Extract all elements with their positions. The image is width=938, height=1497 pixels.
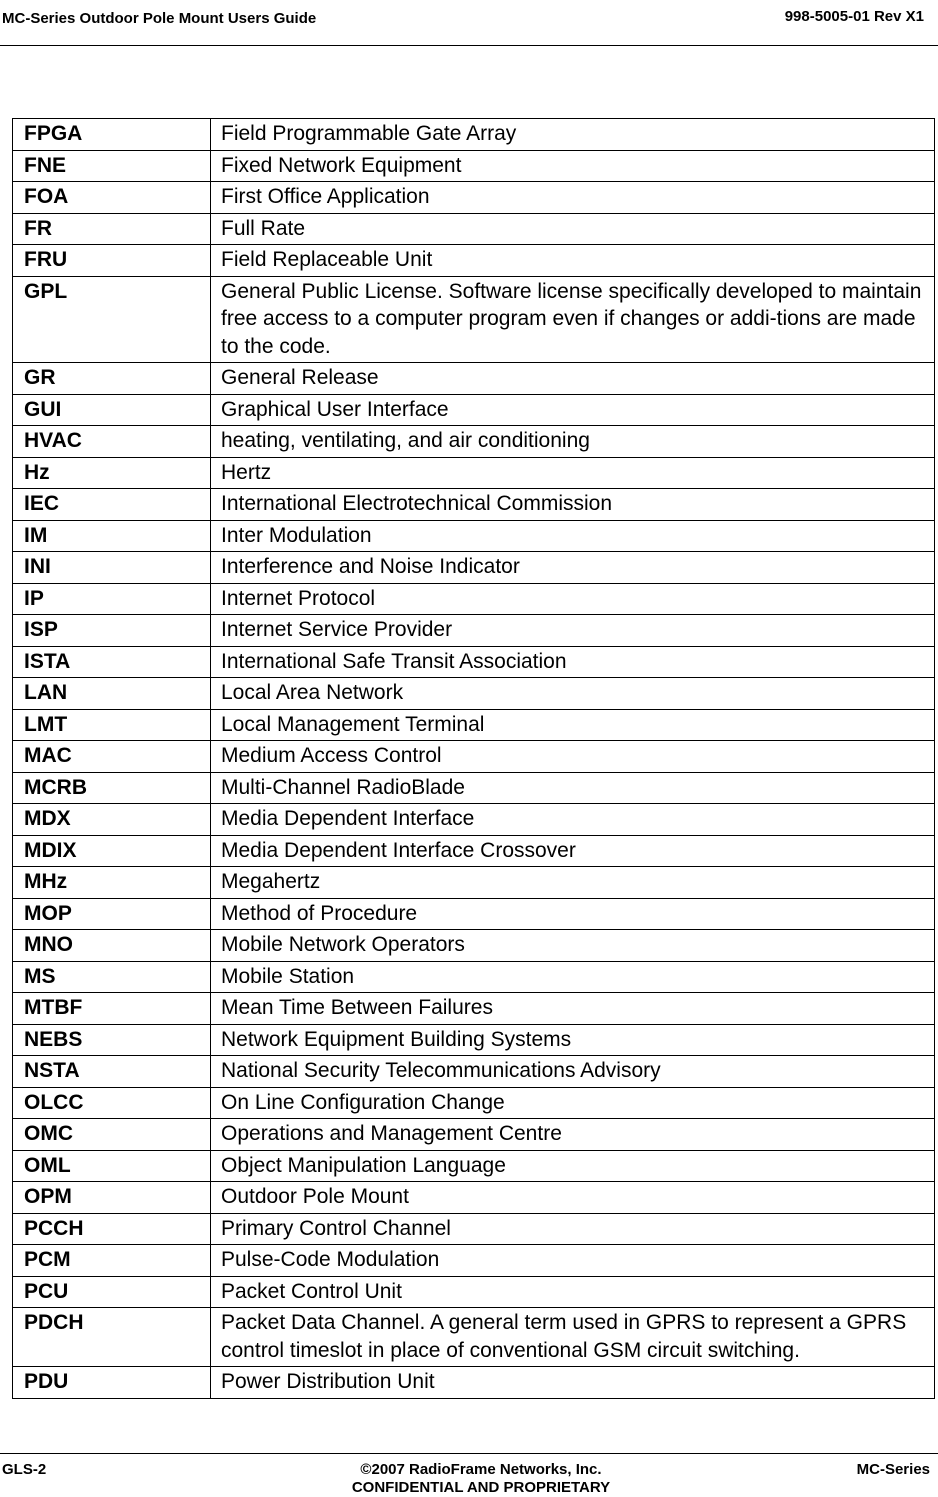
glossary-term: MAC — [13, 741, 211, 773]
glossary-definition: Internet Service Provider — [211, 615, 935, 647]
glossary-term: MCRB — [13, 772, 211, 804]
glossary-definition: Megahertz — [211, 867, 935, 899]
table-row — [13, 245, 935, 277]
glossary-definition: Media Dependent Interface Crossover — [211, 835, 935, 867]
glossary-term: FOA — [13, 182, 211, 214]
table-row — [13, 363, 935, 395]
glossary-definition: Local Area Network — [211, 678, 935, 710]
glossary-definition: Media Dependent Interface — [211, 804, 935, 836]
glossary-definition: Operations and Management Centre — [211, 1119, 935, 1151]
glossary-definition: Medium Access Control — [211, 741, 935, 773]
glossary-definition: Mobile Network Operators — [211, 930, 935, 962]
glossary-definition: Hertz — [211, 457, 935, 489]
glossary-term: OLCC — [13, 1087, 211, 1119]
footer-divider — [0, 1453, 938, 1454]
glossary-term: MDX — [13, 804, 211, 836]
glossary-definition: Pulse-Code Modulation — [211, 1245, 935, 1277]
table-row — [13, 961, 935, 993]
glossary-term: INI — [13, 552, 211, 584]
glossary-definition: Local Management Terminal — [211, 709, 935, 741]
glossary-term: IM — [13, 520, 211, 552]
glossary-definition: Power Distribution Unit — [211, 1367, 935, 1399]
glossary-term: MTBF — [13, 993, 211, 1025]
glossary-definition: Mean Time Between Failures — [211, 993, 935, 1025]
table-row — [13, 993, 935, 1025]
table-row — [13, 709, 935, 741]
table-row — [13, 930, 935, 962]
footer-series: MC-Series — [856, 1461, 930, 1478]
table-row — [13, 1213, 935, 1245]
glossary-body — [13, 119, 935, 1399]
glossary-term: PCU — [13, 1276, 211, 1308]
table-row — [13, 741, 935, 773]
table-row — [13, 1308, 935, 1367]
table-row — [13, 213, 935, 245]
table-row — [13, 615, 935, 647]
table-row — [13, 394, 935, 426]
glossary-term: FNE — [13, 150, 211, 182]
header-divider — [0, 45, 938, 46]
glossary-definition: On Line Configuration Change — [211, 1087, 935, 1119]
table-row — [13, 150, 935, 182]
header-doc-number: 998-5005-01 Rev X1 — [784, 8, 924, 25]
footer-page-number: GLS-2 — [2, 1461, 47, 1478]
glossary-definition: National Security Telecommunications Advisory — [211, 1056, 935, 1088]
table-row — [13, 804, 935, 836]
glossary-definition: Primary Control Channel — [211, 1213, 935, 1245]
glossary-definition: Field Replaceable Unit — [211, 245, 935, 277]
glossary-term: PDCH — [13, 1308, 211, 1367]
glossary-term: FPGA — [13, 119, 211, 151]
table-row — [13, 1182, 935, 1214]
glossary-term: MS — [13, 961, 211, 993]
glossary-term: IEC — [13, 489, 211, 521]
table-row — [13, 1150, 935, 1182]
glossary-table — [12, 118, 935, 1399]
footer-copyright: ©2007 RadioFrame Networks, Inc. — [360, 1461, 602, 1478]
table-row — [13, 182, 935, 214]
glossary-definition: Multi-Channel RadioBlade — [211, 772, 935, 804]
glossary-definition: Full Rate — [211, 213, 935, 245]
glossary-term: OMC — [13, 1119, 211, 1151]
glossary-term: PDU — [13, 1367, 211, 1399]
footer-confidential: CONFIDENTIAL AND PROPRIETARY — [351, 1479, 611, 1496]
glossary-definition: General Public License. Software license specifically developed to maintain free access to a computer program even if changes or addi-tions are made to the code. — [211, 276, 935, 363]
glossary-term: OML — [13, 1150, 211, 1182]
table-row — [13, 426, 935, 458]
glossary-term: FRU — [13, 245, 211, 277]
table-row — [13, 867, 935, 899]
table-row — [13, 520, 935, 552]
glossary-term: LMT — [13, 709, 211, 741]
table-row — [13, 1087, 935, 1119]
table-row — [13, 1056, 935, 1088]
glossary-definition: International Safe Transit Association — [211, 646, 935, 678]
glossary-definition: Graphical User Interface — [211, 394, 935, 426]
glossary-term: NEBS — [13, 1024, 211, 1056]
glossary-definition: General Release — [211, 363, 935, 395]
table-row — [13, 552, 935, 584]
glossary-term: ISP — [13, 615, 211, 647]
glossary-definition: Mobile Station — [211, 961, 935, 993]
glossary-definition: Interference and Noise Indicator — [211, 552, 935, 584]
glossary-term: PCM — [13, 1245, 211, 1277]
table-row — [13, 898, 935, 930]
glossary-definition: Object Manipulation Language — [211, 1150, 935, 1182]
glossary-definition: Packet Data Channel. A general term used in GPRS to represent a GPRS control timeslot in place of conventional GSM circuit switching. — [211, 1308, 935, 1367]
glossary-definition: Packet Control Unit — [211, 1276, 935, 1308]
table-row — [13, 457, 935, 489]
table-row — [13, 835, 935, 867]
glossary-definition: Method of Procedure — [211, 898, 935, 930]
table-row — [13, 489, 935, 521]
glossary-term: GPL — [13, 276, 211, 363]
table-row — [13, 119, 935, 151]
glossary-definition: heating, ventilating, and air conditioning — [211, 426, 935, 458]
header-title: MC-Series Outdoor Pole Mount Users Guide — [2, 10, 317, 27]
table-row — [13, 1119, 935, 1151]
glossary-definition: Internet Protocol — [211, 583, 935, 615]
glossary-term: GUI — [13, 394, 211, 426]
glossary-term: Hz — [13, 457, 211, 489]
table-row — [13, 772, 935, 804]
glossary-term: LAN — [13, 678, 211, 710]
glossary-definition: Network Equipment Building Systems — [211, 1024, 935, 1056]
glossary-term: HVAC — [13, 426, 211, 458]
glossary-term: PCCH — [13, 1213, 211, 1245]
table-row — [13, 1367, 935, 1399]
glossary-term: IP — [13, 583, 211, 615]
glossary-term: ISTA — [13, 646, 211, 678]
glossary-definition: First Office Application — [211, 182, 935, 214]
footer-copyright-block — [300, 1461, 662, 1497]
table-row — [13, 1276, 935, 1308]
glossary-definition: Fixed Network Equipment — [211, 150, 935, 182]
table-row — [13, 678, 935, 710]
glossary-term: MHz — [13, 867, 211, 899]
glossary-term: MDIX — [13, 835, 211, 867]
glossary-definition: Field Programmable Gate Array — [211, 119, 935, 151]
glossary-term: OPM — [13, 1182, 211, 1214]
glossary-term: MOP — [13, 898, 211, 930]
table-row — [13, 276, 935, 363]
table-row — [13, 1245, 935, 1277]
glossary-term: NSTA — [13, 1056, 211, 1088]
table-row — [13, 646, 935, 678]
glossary-term: MNO — [13, 930, 211, 962]
glossary-term: GR — [13, 363, 211, 395]
table-row — [13, 1024, 935, 1056]
glossary-definition: Outdoor Pole Mount — [211, 1182, 935, 1214]
glossary-definition: International Electrotechnical Commission — [211, 489, 935, 521]
table-row — [13, 583, 935, 615]
glossary-term: FR — [13, 213, 211, 245]
glossary-definition: Inter Modulation — [211, 520, 935, 552]
